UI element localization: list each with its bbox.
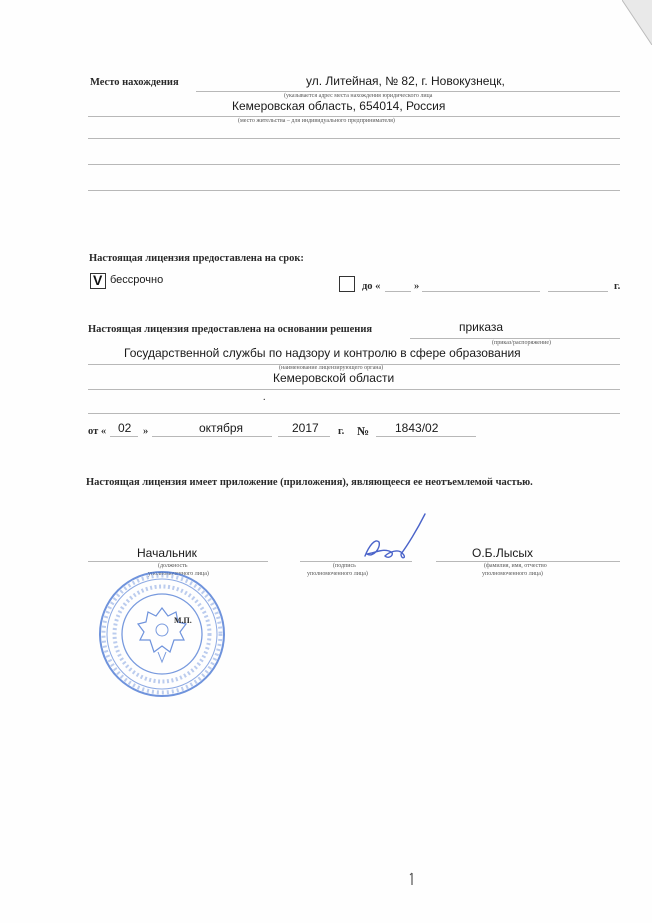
official-seal	[96, 568, 228, 700]
stray-dot: .	[263, 392, 266, 403]
location-label: Место нахождения	[90, 77, 179, 88]
date-month-line	[152, 436, 272, 437]
blank-line	[88, 164, 620, 165]
authority-line-3	[88, 413, 620, 414]
until-year-line	[548, 291, 608, 292]
location-caption-2: (место жительства – для индивидуального предпринимателя)	[238, 118, 395, 124]
location-line-1	[196, 91, 620, 92]
authority-value-2: Кемеровской области	[273, 371, 395, 385]
date-year: 2017	[292, 421, 319, 435]
date-day: 02	[118, 421, 132, 435]
date-month: октября	[199, 421, 243, 435]
position-value: Начальник	[137, 546, 197, 560]
until-checkbox	[339, 276, 355, 292]
location-caption-1: (указывается адрес места нахождения юридического лица	[284, 93, 433, 99]
until-prefix: до «	[362, 281, 381, 292]
license-number-line	[376, 436, 476, 437]
basis-doc-type: приказа	[459, 320, 504, 334]
until-day-line	[385, 291, 411, 292]
indefinite-checkbox	[90, 273, 106, 289]
name-caption-2: уполномоченного лица)	[482, 571, 543, 577]
position-line	[88, 561, 268, 562]
position-caption-1: (должность	[158, 563, 188, 569]
position-caption-2: уполномоченного лица)	[148, 571, 209, 577]
date-ot: от «	[88, 426, 107, 437]
date-close: »	[143, 426, 149, 437]
basis-doc-line	[410, 338, 620, 339]
blank-line	[88, 190, 620, 191]
name-caption-1: (фамилия, имя, отчество	[484, 563, 547, 569]
until-month-line	[422, 291, 540, 292]
term-label: Настоящая лицензия предоставлена на срок:	[89, 253, 304, 264]
location-value-2: Кемеровская область, 654014, Россия	[232, 99, 446, 113]
location-line-2	[88, 116, 620, 117]
date-g: г.	[338, 426, 345, 437]
page-mark	[408, 872, 416, 886]
location-value-1: ул. Литейная, № 82, г. Новокузнецк,	[306, 74, 505, 88]
authority-caption: (наименование лицензирующего органа)	[279, 365, 384, 371]
sign-caption-2: уполномоченного лица)	[307, 571, 368, 577]
basis-label: Настоящая лицензия предоставлена на основании решения	[88, 324, 373, 335]
date-day-line	[110, 436, 138, 437]
mp-label: М.П.	[174, 616, 192, 625]
sign-caption-1: (подпись	[333, 563, 356, 569]
blank-line	[88, 138, 620, 139]
indefinite-label: бессрочно	[110, 274, 164, 286]
authority-line-2	[88, 389, 620, 390]
date-number-sign: №	[357, 424, 370, 438]
folded-corner	[622, 0, 652, 45]
handwritten-signature	[355, 508, 440, 568]
signer-name: О.Б.Лысых	[472, 546, 534, 560]
until-mid: »	[414, 281, 420, 292]
name-line	[436, 561, 620, 562]
basis-doc-caption: (приказ/распоряжение)	[492, 340, 552, 346]
license-number: 1843/02	[395, 421, 439, 435]
until-year-suffix: г.	[614, 281, 621, 292]
check-mark: V	[93, 272, 103, 288]
appendix-text: Настоящая лицензия имеет приложение (приложения), являющееся ее неотъемлемой частью.	[86, 477, 533, 488]
date-year-line	[278, 436, 330, 437]
authority-value-1: Государственной службы по надзору и контролю в сфере образования	[124, 346, 521, 360]
